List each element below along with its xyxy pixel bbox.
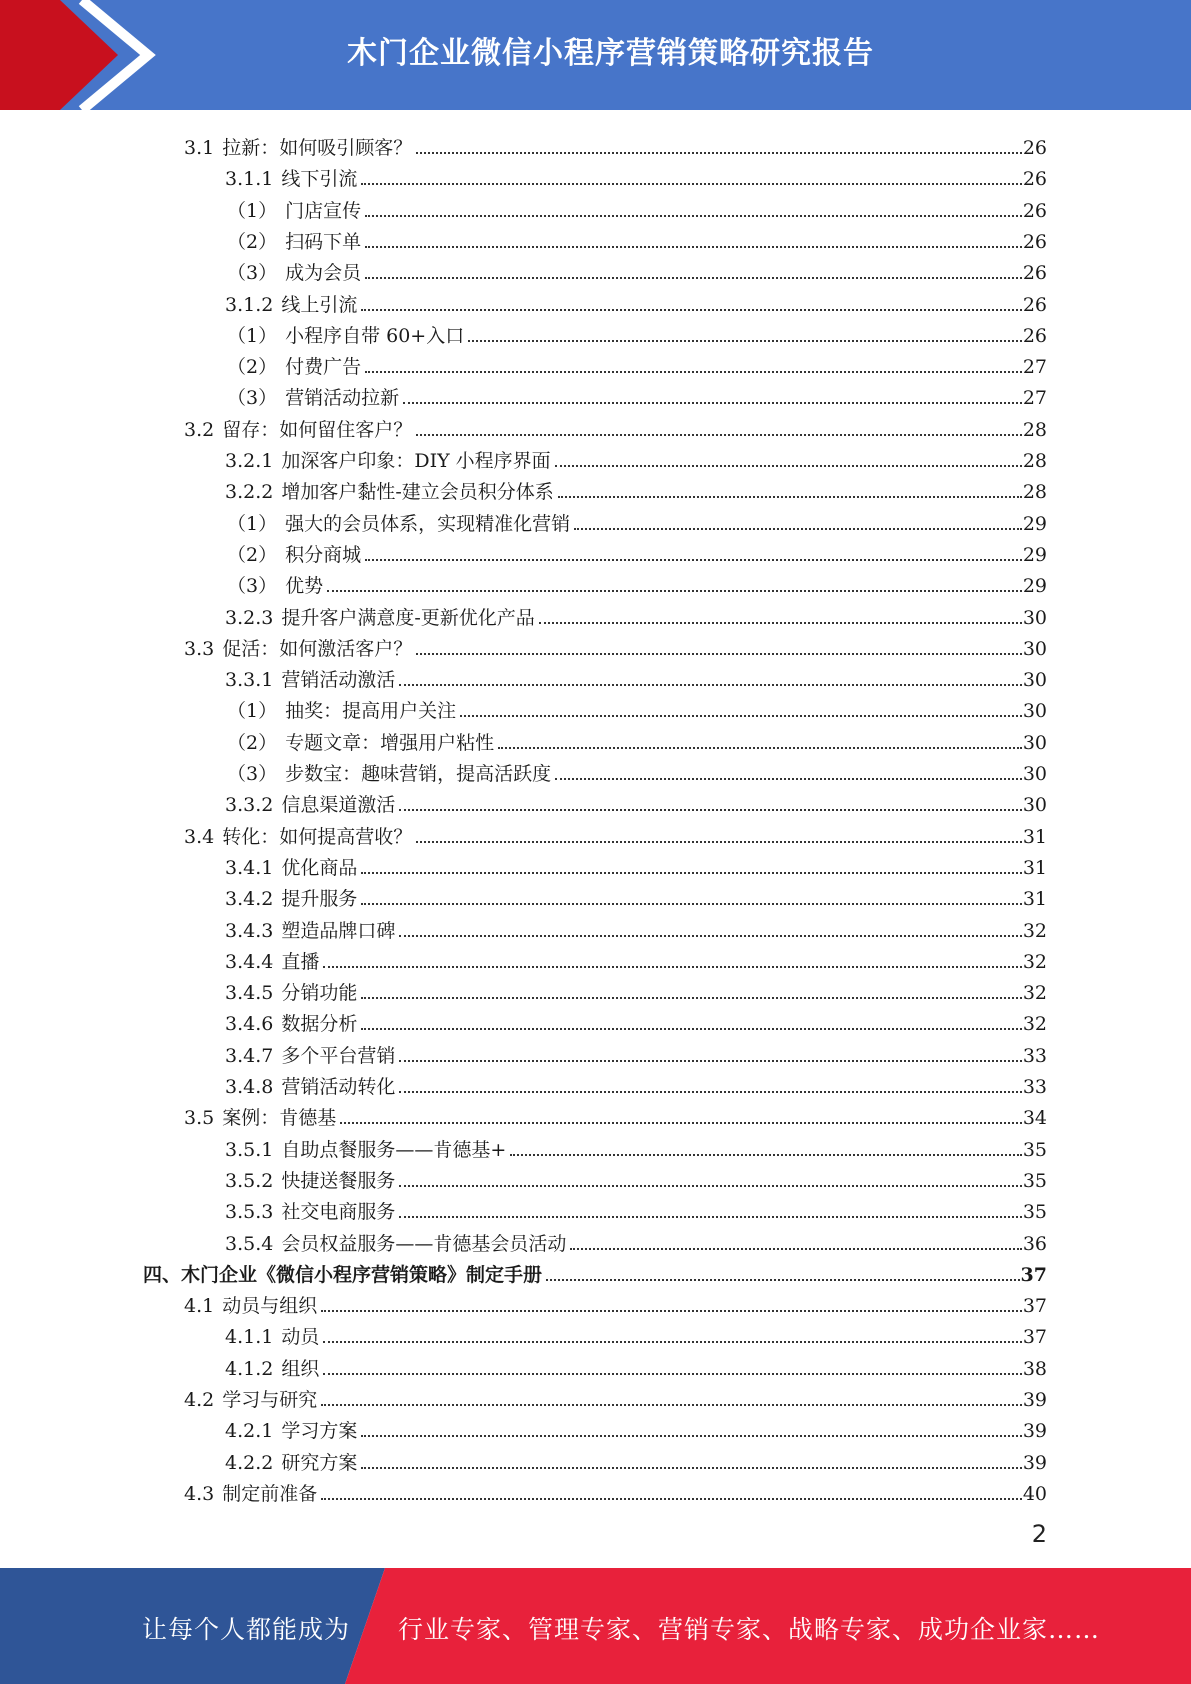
- toc-entry-page: 37: [1022, 1326, 1047, 1349]
- toc-entry-title: 拉新：如何吸引顾客？: [222, 137, 413, 159]
- toc-dot-leader: [510, 1154, 1022, 1156]
- toc-entry-page: 29: [1022, 543, 1047, 566]
- toc-entry[interactable]: [225, 472, 1047, 503]
- toc-entry-page: 30: [1022, 731, 1047, 754]
- toc-entry-page: 37: [1022, 1295, 1047, 1318]
- toc-entry-title: 会员权益服务——肯德基会员活动: [281, 1232, 567, 1255]
- toc-entry-page: 28: [1022, 418, 1047, 441]
- toc-entry[interactable]: [225, 660, 1047, 691]
- toc-entry-title: 营销活动转化: [281, 1076, 396, 1098]
- toc-entry-page: 28: [1022, 481, 1047, 504]
- toc-entry[interactable]: [225, 848, 1047, 879]
- toc-dot-leader: [403, 402, 1022, 404]
- toc-entry[interactable]: [227, 691, 1047, 722]
- toc-entry-number: 3.4.6: [225, 1013, 274, 1036]
- toc-dot-leader: [365, 371, 1022, 373]
- toc-entry[interactable]: [227, 378, 1047, 409]
- toc-entry-number: 4.2.2: [225, 1451, 274, 1474]
- toc-entry-page: 31: [1022, 856, 1047, 879]
- toc-entry-page: 39: [1022, 1451, 1047, 1474]
- toc-entry-number: （1）: [227, 700, 278, 723]
- toc-entry-number: 3.5.1: [225, 1138, 274, 1161]
- toc-entry-number: 3.2.3: [225, 606, 274, 629]
- toc-entry-number: 3.2.2: [225, 481, 274, 504]
- toc-dot-leader: [468, 340, 1022, 342]
- toc-dot-leader: [361, 872, 1021, 874]
- footer-slogan-right: 行业专家、管理专家、营销专家、战略专家、成功企业家……: [398, 1615, 1101, 1644]
- toc-entry-title: 小程序自带 60+入口: [285, 324, 465, 347]
- toc-entry[interactable]: [227, 316, 1047, 347]
- toc-entry[interactable]: [227, 347, 1047, 378]
- toc-entry-title: 提升客户满意度-更新优化产品: [281, 606, 535, 629]
- toc-dot-leader: [321, 1310, 1022, 1312]
- toc-dot-leader: [416, 434, 1022, 436]
- toc-dot-leader: [361, 1028, 1021, 1030]
- toc-entry-title: 社交电商服务: [281, 1201, 396, 1224]
- toc-entry[interactable]: [225, 159, 1047, 190]
- toc-entry-number: 4.2: [184, 1389, 215, 1411]
- toc-dot-leader: [361, 1467, 1021, 1469]
- toc-entry[interactable]: [225, 1067, 1047, 1098]
- toc-entry-title: 制定前准备: [222, 1482, 318, 1505]
- toc-entry-title: 四、木门企业《微信小程序营销策略》制定手册: [143, 1263, 543, 1286]
- toc-entry-page: 26: [1022, 262, 1047, 285]
- toc-dot-leader: [399, 935, 1021, 937]
- toc-entry[interactable]: [227, 566, 1047, 597]
- toc-entry-page: 26: [1022, 324, 1047, 347]
- toc-entry-page: 34: [1022, 1107, 1047, 1130]
- toc-entry-number: （2）: [227, 356, 278, 379]
- toc-entry-title: 门店宣传: [285, 199, 362, 222]
- toc-entry-title: 动员与组织: [222, 1295, 318, 1318]
- toc-entry[interactable]: [225, 1443, 1047, 1474]
- toc-entry[interactable]: [143, 1255, 1047, 1286]
- toc-entry-page: 30: [1022, 669, 1047, 692]
- toc-entry[interactable]: [227, 535, 1047, 566]
- toc-dot-leader: [327, 590, 1022, 592]
- toc-entry-number: 3.3: [184, 637, 215, 660]
- toc-entry-title: 加深客户印象：DIY 小程序界面: [281, 450, 551, 472]
- toc-entry-title: 优化商品: [281, 856, 358, 879]
- toc-dot-leader: [321, 1498, 1022, 1500]
- toc-dot-leader: [399, 1060, 1021, 1062]
- toc-entry-number: 3.1.2: [225, 293, 274, 316]
- toc-dot-leader: [539, 622, 1022, 624]
- toc-entry-title: 付费广告: [285, 356, 362, 379]
- toc-dot-leader: [546, 1279, 1020, 1281]
- toc-dot-leader: [323, 966, 1021, 968]
- toc-entry[interactable]: [225, 1036, 1047, 1067]
- toc-dot-leader: [570, 1248, 1021, 1250]
- toc-entry-title: 动员: [281, 1326, 320, 1349]
- toc-entry-page: 39: [1022, 1389, 1047, 1411]
- toc-entry-title: 积分商城: [285, 543, 362, 566]
- toc-entry-title: 自助点餐服务——肯德基+: [281, 1138, 507, 1161]
- toc-dot-leader: [323, 1341, 1021, 1343]
- toc-entry-page: 39: [1022, 1420, 1047, 1443]
- toc-entry[interactable]: [225, 1411, 1047, 1442]
- toc-entry[interactable]: [225, 879, 1047, 910]
- toc-entry-number: 3.3.2: [225, 794, 274, 817]
- toc-entry-page: 29: [1022, 575, 1047, 598]
- toc-entry-title: 快捷送餐服务: [281, 1169, 396, 1192]
- toc-entry-number: （3）: [227, 763, 278, 785]
- document-title: 木门企业微信小程序营销策略研究报告: [347, 36, 874, 71]
- toc-entry-number: （3）: [227, 575, 278, 598]
- toc-entry-title: 增加客户黏性-建立会员积分体系: [281, 481, 554, 504]
- toc-entry[interactable]: [184, 1380, 1047, 1411]
- toc-dot-leader: [365, 246, 1022, 248]
- toc-entry-title: 促活：如何激活客户？: [222, 637, 413, 660]
- toc-entry[interactable]: [227, 222, 1047, 253]
- toc-entry-title: 线上引流: [281, 293, 358, 316]
- toc-entry-number: （2）: [227, 230, 278, 253]
- toc-entry[interactable]: [227, 754, 1047, 785]
- toc-entry-number: 3.2: [184, 418, 215, 441]
- toc-entry-title: 线下引流: [281, 168, 358, 191]
- toc-dot-leader: [365, 559, 1022, 561]
- toc-entry-page: 32: [1022, 1013, 1047, 1036]
- toc-entry[interactable]: [225, 911, 1047, 942]
- toc-entry-page: 33: [1022, 1076, 1047, 1098]
- toc-entry-number: 3.4.2: [225, 888, 274, 911]
- toc-entry-title: 强大的会员体系，实现精准化营销: [285, 512, 571, 535]
- toc-entry-number: 3.5.4: [225, 1232, 274, 1255]
- toc-entry-number: （2）: [227, 543, 278, 566]
- toc-entry-page: 29: [1022, 512, 1047, 535]
- toc-entry-number: 4.2.1: [225, 1420, 274, 1443]
- toc-entry-number: 3.4.4: [225, 950, 274, 973]
- toc-entry-number: 3.4.1: [225, 856, 274, 879]
- toc-entry-number: 3.4.7: [225, 1044, 274, 1067]
- toc-entry-title: 营销活动拉新: [285, 387, 400, 410]
- toc-dot-leader: [365, 277, 1022, 279]
- toc-entry-page: 32: [1022, 982, 1047, 1005]
- toc-entry-page: 31: [1022, 825, 1047, 848]
- toc-dot-leader: [416, 653, 1022, 655]
- toc-dot-leader: [498, 747, 1022, 749]
- toc-dot-leader: [555, 465, 1022, 467]
- toc-entry-title: 成为会员: [285, 262, 362, 285]
- toc-entry[interactable]: [184, 1286, 1047, 1317]
- toc-dot-leader: [321, 1404, 1022, 1406]
- toc-entry[interactable]: [184, 128, 1047, 159]
- toc-entry-page: 28: [1022, 450, 1047, 472]
- toc-entry[interactable]: [225, 285, 1047, 316]
- toc-dot-leader: [361, 1435, 1021, 1437]
- toc-entry-page: 31: [1022, 888, 1047, 911]
- toc-dot-leader: [323, 1373, 1021, 1375]
- toc-entry-page: 30: [1022, 606, 1047, 629]
- toc-entry-title: 提升服务: [281, 888, 358, 911]
- toc-entry-page: 26: [1022, 137, 1047, 159]
- toc-dot-leader: [365, 215, 1022, 217]
- toc-entry[interactable]: [225, 973, 1047, 1004]
- toc-entry-page: 30: [1022, 794, 1047, 817]
- toc-entry-number: 3.3.1: [225, 669, 274, 692]
- toc-entry[interactable]: [225, 1192, 1047, 1223]
- toc-entry-number: 3.5.2: [225, 1169, 274, 1192]
- toc-dot-leader: [416, 152, 1022, 154]
- toc-entry[interactable]: [184, 1098, 1047, 1129]
- toc-dot-leader: [340, 1122, 1022, 1124]
- toc-entry[interactable]: [184, 410, 1047, 441]
- toc-entry-number: 3.1: [184, 137, 215, 159]
- toc-entry-page: 27: [1022, 356, 1047, 379]
- toc-entry-title: 案例：肯德基: [222, 1107, 337, 1130]
- toc-entry-title: 数据分析: [281, 1013, 358, 1036]
- toc-dot-leader: [416, 841, 1022, 843]
- toc-entry-title: 组织: [281, 1357, 320, 1380]
- toc-entry-title: 扫码下单: [285, 230, 362, 253]
- toc-entry-title: 步数宝：趣味营销，提高活跃度: [285, 763, 552, 785]
- page-footer: [0, 1568, 1191, 1684]
- toc-entry-page: 35: [1022, 1169, 1047, 1192]
- toc-dot-leader: [555, 778, 1022, 780]
- toc-entry-page: 26: [1022, 230, 1047, 253]
- toc-entry-page: 38: [1022, 1357, 1047, 1380]
- toc-entry-number: （1）: [227, 199, 278, 222]
- toc-dot-leader: [460, 715, 1022, 717]
- toc-dot-leader: [361, 997, 1021, 999]
- toc-entry-page: 26: [1022, 199, 1047, 222]
- toc-entry-number: （1）: [227, 324, 278, 347]
- toc-entry[interactable]: [184, 817, 1047, 848]
- toc-entry-title: 专题文章：增强用户粘性: [285, 731, 495, 754]
- toc-entry[interactable]: [225, 441, 1047, 472]
- toc-entry-number: 4.1.2: [225, 1357, 274, 1380]
- toc-entry-number: 4.1: [184, 1295, 215, 1318]
- toc-entry-number: 3.1.1: [225, 168, 274, 191]
- toc-entry[interactable]: [225, 598, 1047, 629]
- toc-entry-page: 36: [1022, 1232, 1047, 1255]
- toc-dot-leader: [558, 496, 1022, 498]
- toc-dot-leader: [399, 1185, 1021, 1187]
- toc-entry-number: 3.4.5: [225, 982, 274, 1005]
- toc-entry-number: 4.1.1: [225, 1326, 274, 1349]
- toc-entry-number: 3.2.1: [225, 450, 274, 472]
- toc-entry[interactable]: [227, 191, 1047, 222]
- toc-entry-page: 35: [1022, 1201, 1047, 1224]
- toc-entry-title: 学习方案: [281, 1420, 358, 1443]
- toc-dot-leader: [399, 809, 1021, 811]
- toc-entry-title: 塑造品牌口碑: [281, 919, 396, 942]
- toc-entry-page: 37: [1020, 1263, 1047, 1286]
- toc-entry-title: 营销活动激活: [281, 669, 396, 692]
- toc-dot-leader: [574, 528, 1022, 530]
- toc-entry-page: 40: [1022, 1482, 1047, 1505]
- toc-entry-number: （3）: [227, 387, 278, 410]
- toc-entry[interactable]: [225, 942, 1047, 973]
- toc-entry[interactable]: [225, 1130, 1047, 1161]
- toc-dot-leader: [361, 183, 1021, 185]
- toc-entry-number: 3.4.8: [225, 1076, 274, 1098]
- toc-entry-page: 26: [1022, 168, 1047, 191]
- toc-entry-page: 32: [1022, 950, 1047, 973]
- toc-entry[interactable]: [225, 1224, 1047, 1255]
- toc-entry[interactable]: [225, 1349, 1047, 1380]
- toc-entry-page: 27: [1022, 387, 1047, 410]
- toc-entry-page: 30: [1022, 700, 1047, 723]
- toc-entry-title: 留存：如何留住客户？: [222, 418, 413, 441]
- toc-entry[interactable]: [227, 253, 1047, 284]
- toc-entry-title: 转化：如何提高营收？: [222, 825, 413, 848]
- toc-entry-page: 35: [1022, 1138, 1047, 1161]
- toc-entry[interactable]: [225, 1004, 1047, 1035]
- toc-entry-number: （1）: [227, 512, 278, 535]
- toc-entry-number: （2）: [227, 731, 278, 754]
- toc-dot-leader: [399, 1216, 1021, 1218]
- toc-entry-title: 分销功能: [281, 982, 358, 1005]
- toc-entry[interactable]: [184, 629, 1047, 660]
- toc-entry[interactable]: [225, 785, 1047, 816]
- toc-entry-title: 抽奖：提高用户关注: [285, 700, 457, 723]
- toc-dot-leader: [399, 1091, 1021, 1093]
- toc-entry-number: 3.4.3: [225, 919, 274, 942]
- toc-entry-title: 多个平台营销: [281, 1044, 396, 1067]
- toc-entry-number: 4.3: [184, 1482, 215, 1505]
- toc-dot-leader: [361, 903, 1021, 905]
- toc-entry-number: （3）: [227, 262, 278, 285]
- toc-entry-title: 直播: [281, 950, 320, 973]
- toc-dot-leader: [361, 309, 1021, 311]
- toc-entry-number: 3.5.3: [225, 1201, 274, 1224]
- toc-entry-page: 30: [1022, 763, 1047, 785]
- toc-entry[interactable]: [184, 1474, 1047, 1505]
- toc-entry[interactable]: [225, 1317, 1047, 1348]
- page-number: 2: [1031, 1520, 1047, 1548]
- toc-entry-title: 学习与研究: [222, 1389, 318, 1411]
- toc-entry[interactable]: [227, 504, 1047, 535]
- page-header: [0, 0, 1191, 110]
- toc-entry[interactable]: [225, 1161, 1047, 1192]
- toc-entry-page: 33: [1022, 1044, 1047, 1067]
- toc-entry-number: 3.4: [184, 825, 215, 848]
- toc-entry-title: 优势: [285, 575, 324, 598]
- toc-entry-number: 3.5: [184, 1107, 215, 1130]
- footer-slogan-left: 让每个人都能成为: [142, 1615, 351, 1644]
- toc-entry-title: 信息渠道激活: [281, 794, 396, 817]
- toc-entry-page: 26: [1022, 293, 1047, 316]
- toc-entry-title: 研究方案: [281, 1451, 358, 1474]
- toc-entry-page: 32: [1022, 919, 1047, 942]
- toc-entry-page: 30: [1022, 637, 1047, 660]
- toc-entry[interactable]: [227, 723, 1047, 754]
- toc-dot-leader: [399, 684, 1021, 686]
